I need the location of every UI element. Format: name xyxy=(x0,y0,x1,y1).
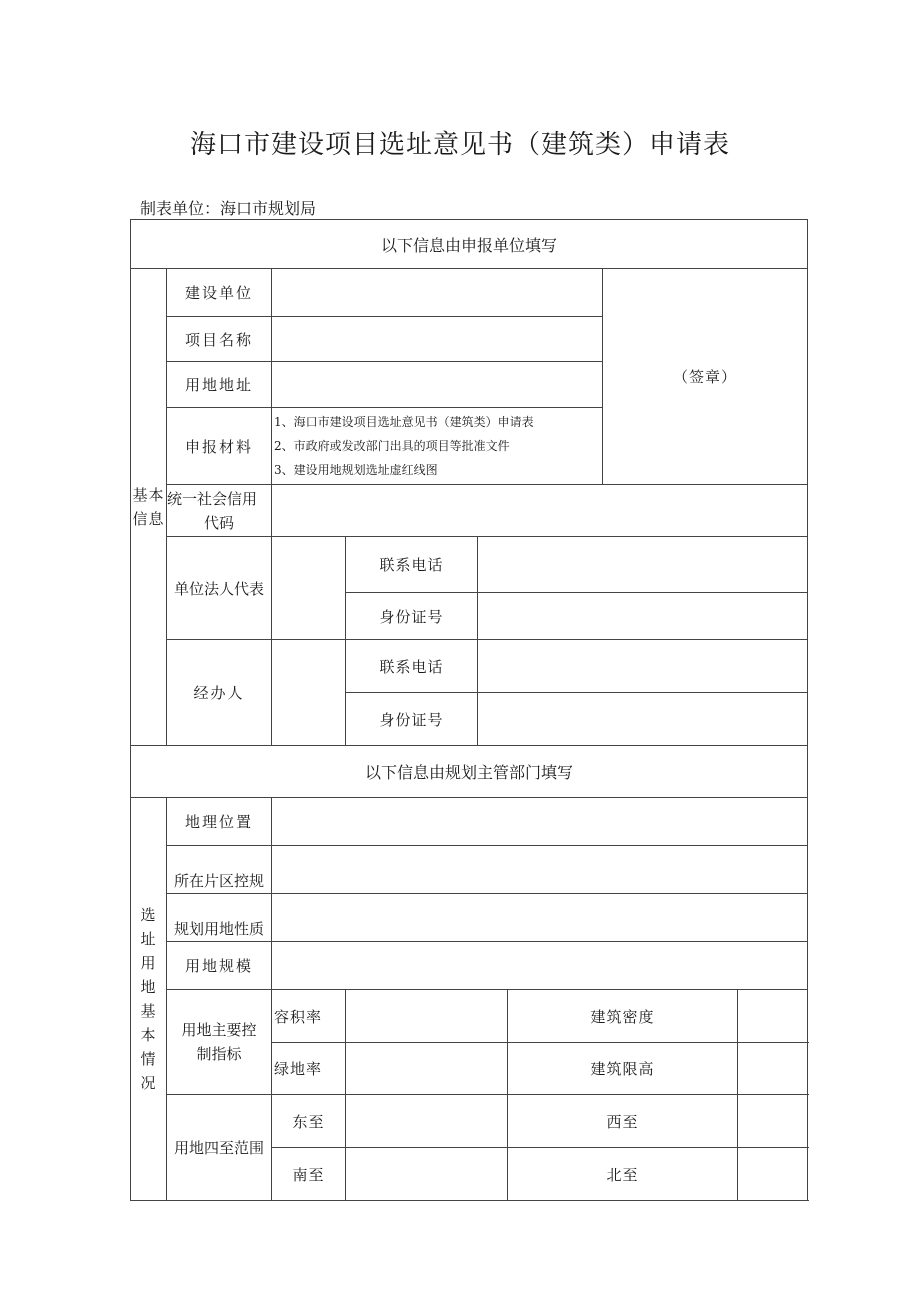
height-limit-field[interactable] xyxy=(738,1043,808,1095)
building-density-label: 建筑密度 xyxy=(508,990,738,1043)
boundaries-label: 用地四至范围 xyxy=(167,1095,272,1201)
south-field[interactable] xyxy=(346,1148,508,1201)
legal-rep-phone-label: 联系电话 xyxy=(346,537,478,593)
land-address-label: 用地地址 xyxy=(167,362,272,408)
land-scale-label: 用地规模 xyxy=(167,942,272,990)
materials-list xyxy=(272,408,603,485)
height-limit-label: 建筑限高 xyxy=(508,1043,738,1095)
handler-label: 经办人 xyxy=(167,640,272,746)
project-name-field[interactable] xyxy=(272,317,603,362)
construction-unit-field[interactable] xyxy=(272,269,603,317)
stamp-area: （签章） xyxy=(603,269,808,485)
project-name-label: 项目名称 xyxy=(167,317,272,362)
south-label: 南至 xyxy=(272,1148,346,1201)
west-field[interactable] xyxy=(738,1095,808,1148)
zone-plan-field[interactable] xyxy=(272,846,808,894)
building-density-field[interactable] xyxy=(738,990,808,1043)
zone-plan-label: 所在片区控规 xyxy=(167,846,272,894)
credit-code-field[interactable] xyxy=(272,485,808,537)
credit-code-label: 统一社会信用 代码 xyxy=(167,485,272,537)
basic-info-group-label: 基本 信息 xyxy=(131,269,167,746)
land-scale-field[interactable] xyxy=(272,942,808,990)
east-label: 东至 xyxy=(272,1095,346,1148)
handler-phone-field[interactable] xyxy=(478,640,808,693)
legal-rep-id-field[interactable] xyxy=(478,593,808,640)
materials-label: 申报材料 xyxy=(167,408,272,485)
application-form xyxy=(130,219,808,1201)
construction-unit-label: 建设单位 xyxy=(167,269,272,317)
handler-id-field[interactable] xyxy=(478,693,808,746)
land-address-field[interactable] xyxy=(272,362,603,408)
north-label: 北至 xyxy=(508,1148,738,1201)
site-info-group-label: 选 址 用 地 基 本 情 况 xyxy=(131,798,167,1201)
east-field[interactable] xyxy=(346,1095,508,1148)
legal-rep-label: 单位法人代表 xyxy=(167,537,272,640)
green-ratio-field[interactable] xyxy=(346,1043,508,1095)
control-indices-label: 用地主要控 制指标 xyxy=(167,990,272,1095)
location-label: 地理位置 xyxy=(167,798,272,846)
legal-rep-phone-field[interactable] xyxy=(478,537,808,593)
plot-ratio-label: 容积率 xyxy=(272,990,346,1043)
handler-id-label: 身份证号 xyxy=(346,693,478,746)
land-use-nature-field[interactable] xyxy=(272,894,808,942)
location-field[interactable] xyxy=(272,798,808,846)
materials-item: 2、市政府或发改部门出具的项目等批准文件 xyxy=(274,439,510,453)
legal-rep-id-label: 身份证号 xyxy=(346,593,478,640)
planning-section-header: 以下信息由规划主管部门填写 xyxy=(131,746,808,798)
handler-phone-label: 联系电话 xyxy=(346,640,478,693)
handler-field[interactable] xyxy=(272,640,346,746)
materials-item: 3、建设用地规划选址虚红线图 xyxy=(274,463,438,477)
page-title: 海口市建设项目选址意见书（建筑类）申请表 xyxy=(189,130,730,160)
green-ratio-label: 绿地率 xyxy=(272,1043,346,1095)
applicant-section-header: 以下信息由申报单位填写 xyxy=(131,220,808,269)
plot-ratio-field[interactable] xyxy=(346,990,508,1043)
west-label: 西至 xyxy=(508,1095,738,1148)
north-field[interactable] xyxy=(738,1148,808,1201)
materials-item: 1、海口市建设项目选址意见书（建筑类）申请表 xyxy=(274,415,534,429)
issuing-unit: 制表单位：海口市规划局 xyxy=(140,199,317,218)
land-use-nature-label: 规划用地性质 xyxy=(167,894,272,942)
legal-rep-field[interactable] xyxy=(272,537,346,640)
